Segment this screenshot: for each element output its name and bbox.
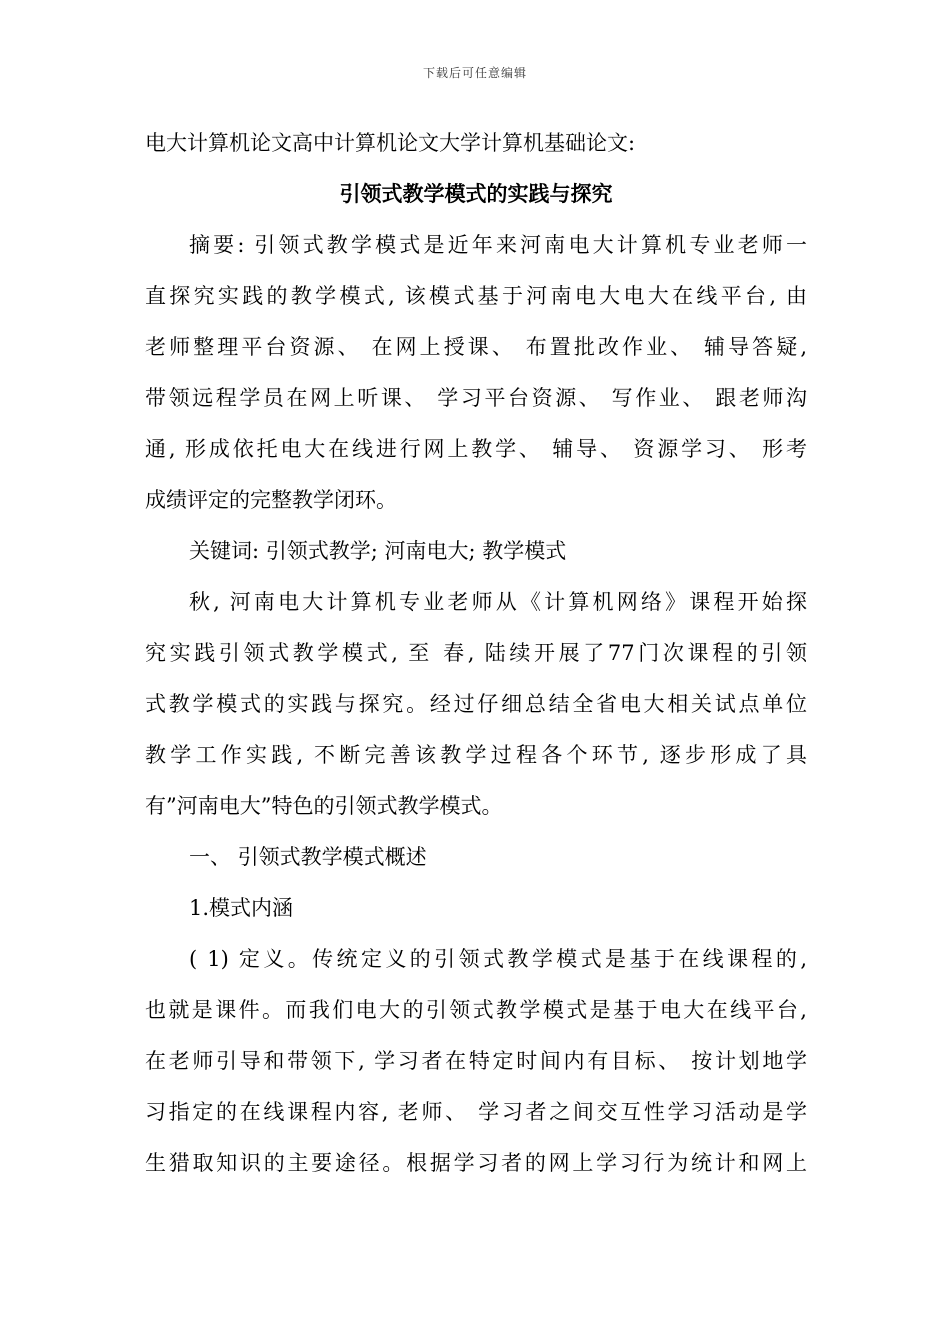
- paragraph-line: 秋, 河南电大计算机专业老师从《计算机网络》课程开始探: [189, 590, 807, 614]
- document-body: [145, 118, 807, 1189]
- abstract-line: 成绩评定的完整教学闭环。: [145, 488, 397, 512]
- abstract-line: 直探究实践的教学模式, 该模式基于河南电大电大在线平台, 由: [145, 284, 807, 308]
- abstract-line: 通, 形成依托电大在线进行网上教学、 辅导、 资源学习、 形考: [145, 437, 807, 461]
- section-heading: 一、 引领式教学模式概述: [189, 845, 427, 869]
- paragraph-line: 在老师引导和带领下, 学习者在特定时间内有目标、 按计划地学: [145, 1049, 807, 1073]
- paragraph-line: 究实践引领式教学模式, 至 春, 陆续开展了77门次课程的引领: [145, 641, 807, 665]
- subsection-heading: 1.模式内涵: [189, 896, 294, 920]
- keywords-line: 关键词: 引领式教学; 河南电大; 教学模式: [189, 539, 567, 563]
- paragraph-line: 也就是课件。而我们电大的引领式教学模式是基于电大在线平台,: [145, 998, 807, 1022]
- abstract-line: 摘要: 引领式教学模式是近年来河南电大计算机专业老师一: [189, 233, 807, 257]
- paragraph-line: 式教学模式的实践与探究。经过仔细总结全省电大相关试点单位: [145, 692, 807, 716]
- paragraph-line: 教学工作实践, 不断完善该教学过程各个环节, 逐步形成了具: [145, 743, 807, 767]
- paragraph-line: 有”河南电大”特色的引领式教学模式。: [145, 794, 503, 818]
- document-title: 引领式教学模式的实践与探究: [339, 182, 613, 206]
- page-header: 下载后可任意编辑: [422, 66, 527, 80]
- paragraph-line: 生猎取知识的主要途径。根据学习者的网上学习行为统计和网上: [145, 1151, 807, 1175]
- subject-line: 电大计算机论文高中计算机论文大学计算机基础论文:: [145, 131, 636, 155]
- abstract-line: 老师整理平台资源、 在网上授课、 布置批改作业、 辅导答疑,: [145, 335, 807, 359]
- paragraph-line: 习指定的在线课程内容, 老师、 学习者之间交互性学习活动是学: [145, 1100, 807, 1124]
- paragraph-line: ( 1) 定义。传统定义的引领式教学模式是基于在线课程的,: [189, 947, 807, 971]
- abstract-line: 带领远程学员在网上听课、 学习平台资源、 写作业、 跟老师沟: [145, 386, 807, 410]
